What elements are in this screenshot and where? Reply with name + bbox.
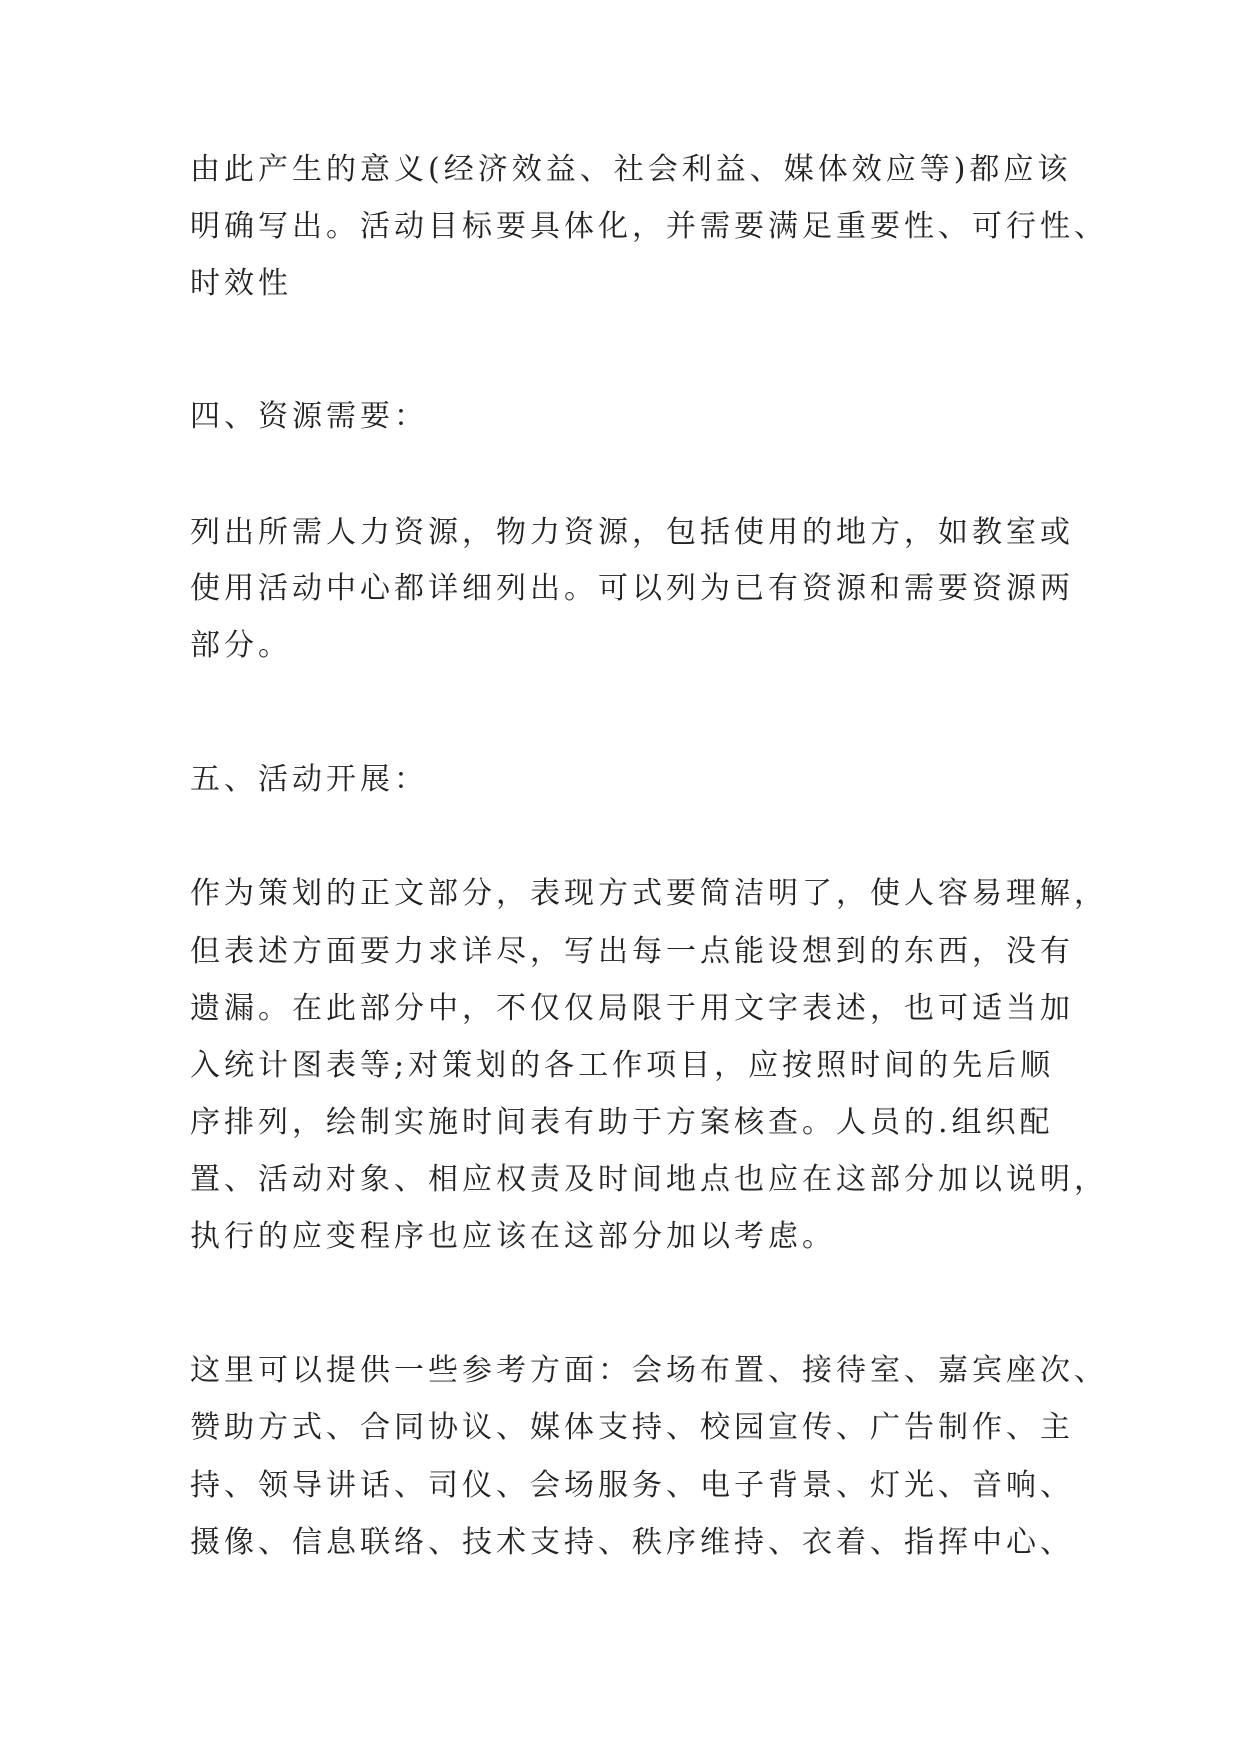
paragraph-line: 入统计图表等;对策划的各工作项目，应按照时间的先后顺	[190, 1048, 1055, 1083]
paragraph-line: 遗漏。在此部分中，不仅仅局限于用文字表述，也可适当加	[190, 991, 1074, 1026]
paragraph-line: 由此产生的意义(经济效益、社会利益、媒体效应等)都应该	[190, 152, 1072, 187]
paragraph-line: 时效性	[190, 266, 292, 301]
paragraph-line: 部分。	[190, 628, 292, 663]
section-heading: 四、资源需要：	[190, 399, 428, 434]
paragraph-line: 置、活动对象、相应权责及时间地点也应在这部分加以说明，	[190, 1162, 1108, 1197]
paragraph-line: 持、领导讲话、司仪、会场服务、电子背景、灯光、音响、	[190, 1468, 1074, 1503]
paragraph-line: 但表述方面要力求详尽，写出每一点能设想到的东西，没有	[190, 934, 1074, 969]
section-heading: 五、活动开展：	[190, 762, 428, 797]
paragraph-line: 作为策划的正文部分，表现方式要简洁明了，使人容易理解，	[190, 876, 1108, 911]
paragraph-line: 执行的应变程序也应该在这部分加以考虑。	[190, 1219, 836, 1254]
paragraph-line: 这里可以提供一些参考方面：会场布置、接待室、嘉宾座次、	[190, 1353, 1108, 1388]
paragraph-line: 赞助方式、合同协议、媒体支持、校园宣传、广告制作、主	[190, 1410, 1074, 1445]
paragraph-line: 摄像、信息联络、技术支持、秩序维持、衣着、指挥中心、	[190, 1525, 1074, 1560]
paragraph-line: 明确写出。活动目标要具体化，并需要满足重要性、可行性、	[190, 209, 1108, 244]
paragraph-line: 序排列，绘制实施时间表有助于方案核查。人员的.组织配	[190, 1105, 1054, 1140]
paragraph-line: 列出所需人力资源，物力资源，包括使用的地方，如教室或	[190, 515, 1074, 550]
paragraph-line: 使用活动中心都详细列出。可以列为已有资源和需要资源两	[190, 571, 1074, 606]
